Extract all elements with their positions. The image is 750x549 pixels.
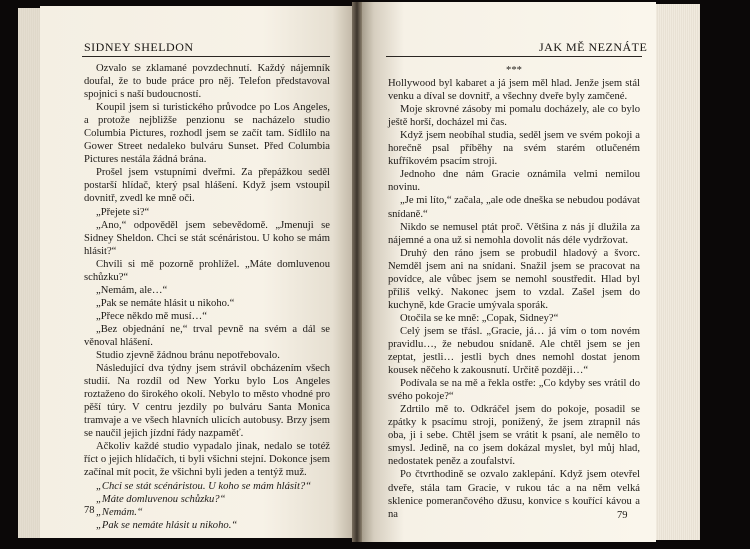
right-page-text [388,64,640,521]
paragraph: Studio zjevně žádnou bránu nepotřebovalo. [96,350,280,362]
paragraph: Moje skrovné zásoby mi pomalu docházely, ale co bylo ještě horší, docházel mi čas. [388,104,640,129]
paragraph: Zdrtilo mě to. Odkráčel jsem do pokoje, posadil se zpátky k psacímu stroji, ponížený, že jsem ztrapnil nás oba, ji i sebe. Chtěl jsem se vrátit k psaní, ale nemělo to smysl. Jedině, na co jsem dokázal myslet, byl můj hlad, nedostatek peněz a zoufalství. [388,404,640,468]
paragraph: „Nemám, ale…“ [96,284,168,296]
italic-line: „Pak se nemáte hlásit u nikoho.“ [96,519,238,531]
paragraph: Ozvalo se zklamané povzdechnutí. Každý nájemník doufal, že to bude práce pro něj. Telefon představoval spojnici s naší budoucností. [84,63,330,101]
paragraph: Koupil jsem si turistického průvodce po Los Angeles, a protože nejbližše penzionu se nacházelo studio Columbia Pictures, rozhodl jsem se začít tam. Sídlilo na Gower Street nedaleko bulváru Sunset. Před Columbia Pictures nestála žádná brána. [84,102,330,166]
paragraph: Hollywood byl kabaret a já jsem měl hlad. Jenže jsem stál venku a díval se dovnitř, a všechny dveře byly zamčené. [388,78,640,103]
paragraph: Podívala se na mě a řekla ostře: „Co kdyby ses vrátil do svého pokoje?“ [388,378,640,403]
right-page-number: 79 [617,510,628,521]
section-mark: *** [506,65,522,76]
book-spine [352,2,362,542]
paragraph: Po čtvrthodině se ozvalo zaklepání. Když jsem otevřel dveře, stála tam Gracie, v rukou tác a na něm velká sklenice pomerančového džusu, konvice s kouřící kávou a na [388,469,640,520]
paragraph: Nikdo se nemusel ptát proč. Většina z nás jí dlužila za nájemné a ona už si nemohla dovolit nás déle vydržovat. [388,221,640,246]
paragraph: Chvíli si mě pozorně prohlížel. „Máte domluvenou schůzku?“ [84,258,330,283]
paragraph: Když jsem neobíhal studia, seděl jsem ve svém pokoji a horečně psal příběhy na svém starém otlučeném kufříkovém psacím stroji. [388,130,640,168]
italic-line: „Máte domluvenou schůzku?“ [96,493,226,505]
italic-line: „Chci se stát scénáristou. U koho se mám hlásit?“ [96,480,312,492]
paragraph: „Přejete si?“ [96,206,150,218]
left-page-text [84,62,330,532]
right-running-head: JAK MĚ NEZNÁTE [539,40,648,54]
paragraph: „Je mi líto,“ začala, „ale ode dneška se nebudou podávat snídaně.“ [388,195,640,220]
left-header-rule [82,56,330,57]
paragraph: „Ano,“ odpověděl jsem sebevědomě. „Jmenuji se Sidney Sheldon. Chci se stát scénáristou. U koho se mám hlásit?“ [84,219,330,257]
right-header-rule [386,56,642,57]
paragraph: Následující dva týdny jsem strávil obcházením všech studií. Na rozdíl od New Yorku bylo Los Angeles roztaženo do širokého okolí. Nebylo to město vhodné pro pěší túry. V centru jezdily po bulváru Santa Monica tramvaje a ve všech hlavních ulicích autobusy. Brzy jsem se naučil jejich jízdní řády nazpaměť. [84,363,330,440]
italic-line: „Nemám.“ [96,506,143,518]
left-running-head: SIDNEY SHELDON [84,40,194,54]
left-page-number: 78 [84,505,95,516]
paragraph: Celý jsem se třásl. „Gracie, já… já vím o tom novém pravidlu…, že nebudou snídaně. Ale chtěl jsem se jen zeptat, jestli… jestli bych dnes nemohl dostat jenom kousek něčeho k zakousnutí. Určitě později…“ [388,325,640,377]
paragraph: „Bez objednání ne,“ trval pevně na svém a dál se věnoval hlášení. [84,323,330,348]
paragraph: Otočila se ke mně: „Copak, Sidney?“ [400,312,559,324]
paragraph: „Pak se nemáte hlásit u nikoho.“ [96,297,235,309]
paragraph: Ačkoliv každé studio vypadalo jinak, nedalo se totéž říct o jejich hlídačích, ti byli všichni stejní. Dokonce jsem začínal mít pocit, že všichni byli jeden a tentýž muž. [84,441,330,479]
paragraph: Druhý den ráno jsem se probudil hladový a švorc. Nemděl jsem ani na snídani. Snažil jsem se pracovat na povídce, ale vůbec jsem se nemohl soustředit. Hlad byl příliš velký. Nakonec jsem to vzdal. Zašel jsem do kuchyně, kde Gracie umývala sporák. [388,247,640,311]
paragraph: „Přece někdo mě musí…“ [96,310,207,322]
right-page-edges [654,4,700,540]
paragraph: Prošel jsem vstupními dveřmi. Za přepážkou seděl postarší hlídač, který psal hlášení. Když jsem vstoupil dovnitř, zvedl ke mně oči. [84,167,330,205]
paragraph: Jednoho dne nám Gracie oznámila velmi nemilou novinu. [388,169,640,194]
